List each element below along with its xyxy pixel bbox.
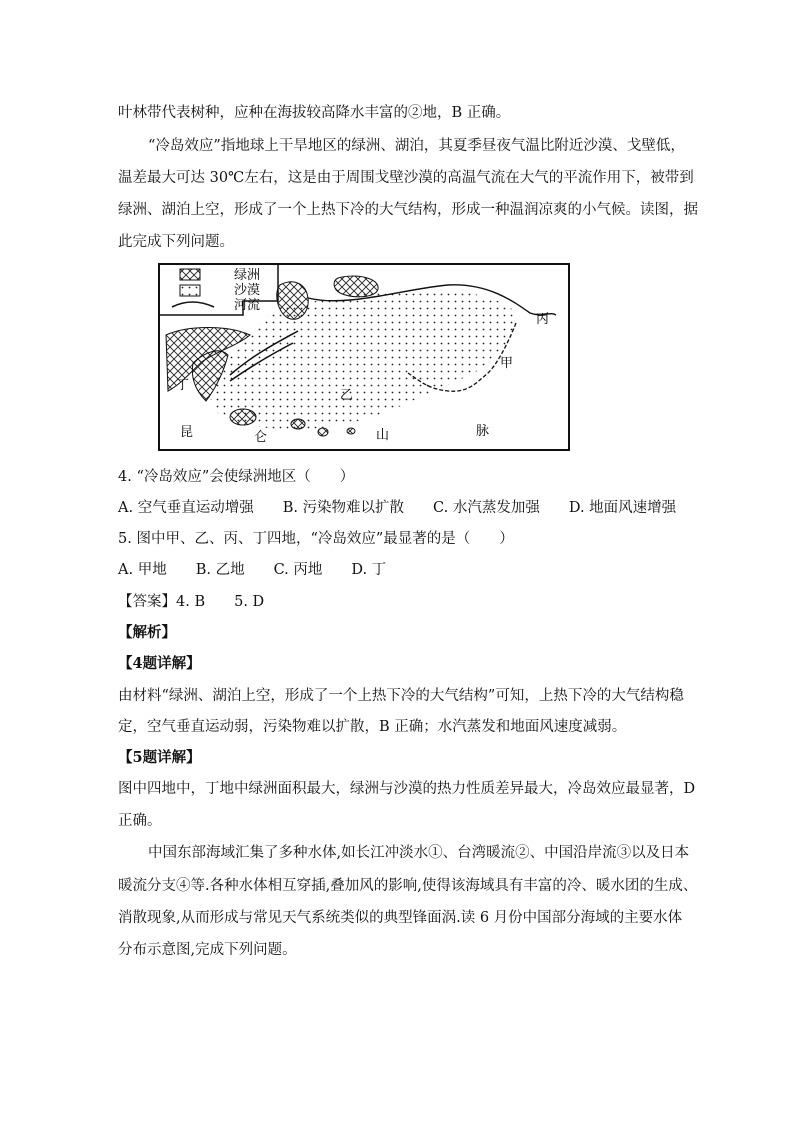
detail-4-text: 由材料“绿洲、湖泊上空，形成了一个上热下冷的大气结构”可知，上热下冷的大气结构稳	[118, 688, 684, 704]
oasis-south-1	[230, 409, 256, 425]
passage-2-line: 消散现象,从而形成与常见天气系统类似的典型锋面涡.读 6 月份中国部分海域的主要水体	[118, 910, 683, 926]
text-line: 此完成下列问题。	[118, 234, 234, 250]
mountain-label-lun: 仑	[254, 430, 268, 445]
oasis-south-2	[291, 419, 305, 429]
oasis-south-4	[347, 428, 355, 434]
legend-desert-label: 沙漠	[234, 283, 261, 298]
passage-2-line: 暖流分支④等.各种水体相互穿插,叠加风的影响,使得该海域具有丰富的冷、暖水团的生成、	[118, 878, 698, 894]
detail-4-heading: 【4题详解】	[118, 655, 201, 672]
place-label-ding: 丁	[176, 378, 190, 393]
mountain-label-mai: 脉	[476, 424, 490, 439]
legend-oasis-swatch	[180, 269, 200, 280]
place-label-yi: 乙	[340, 388, 354, 403]
text-line: 温差最大可达 30℃左右，这是由于周围戈壁沙漠的高温气流在大气的平流作用下，被带到	[118, 170, 694, 186]
passage-2-line: 分布示意图,完成下列问题。	[118, 942, 297, 958]
question-4-stem: 4. “冷岛效应”会使绿洲地区（ ）	[118, 469, 355, 485]
analysis-heading: 【解析】	[118, 624, 176, 641]
place-label-jia: 甲	[500, 356, 514, 371]
question-5-options: A. 甲地 B. 乙地 C. 丙地 D. 丁	[118, 562, 387, 578]
text-line: 叶林带代表树种，应种在海拔较高降水丰富的②地，B 正确。	[118, 105, 511, 121]
text-line: 绿洲、湖泊上空，形成了一个上热下冷的大气结构，形成一种温润凉爽的小气候。读图，据	[118, 202, 698, 218]
oasis-south-3	[318, 428, 328, 436]
mountain-label-kun: 昆	[180, 425, 194, 440]
place-label-bing: 丙	[536, 312, 550, 327]
legend-river-label: 河流	[234, 298, 261, 313]
legend-oasis-label: 绿洲	[234, 268, 261, 283]
detail-4-text: 定，空气垂直运动弱，污染物难以扩散，B 正确；水汽蒸发和地面风速度减弱。	[118, 719, 627, 735]
detail-5-text: 正确。	[118, 813, 162, 829]
question-4-options: A. 空气垂直运动增强 B. 污染物难以扩散 C. 水汽蒸发加强 D. 地面风速增强	[118, 500, 677, 516]
passage-2-line: 中国东部海域汇集了多种水体,如长江冲淡水①、台湾暖流②、中国沿岸流③以及日本	[148, 845, 690, 861]
oasis-desert-map	[158, 263, 570, 451]
legend-desert-swatch	[180, 285, 200, 296]
detail-5-heading: 【5题详解】	[118, 749, 201, 766]
detail-5-text: 图中四地中，丁地中绿洲面积最大，绿洲与沙漠的热力性质差异最大，冷岛效应最显著，D	[118, 781, 696, 797]
question-5-stem: 5. 图中甲、乙、丙、丁四地，“冷岛效应”最显著的是（ ）	[118, 531, 514, 547]
oasis-north-2	[334, 276, 378, 297]
mountain-label-shan: 山	[376, 428, 390, 443]
paragraph-start: “冷岛效应”指地球上干旱地区的绿洲、湖泊，其夏季昼夜气温比附近沙漠、戈壁低，	[148, 138, 685, 154]
answer-line: 【答案】4. B 5. D	[118, 594, 265, 610]
